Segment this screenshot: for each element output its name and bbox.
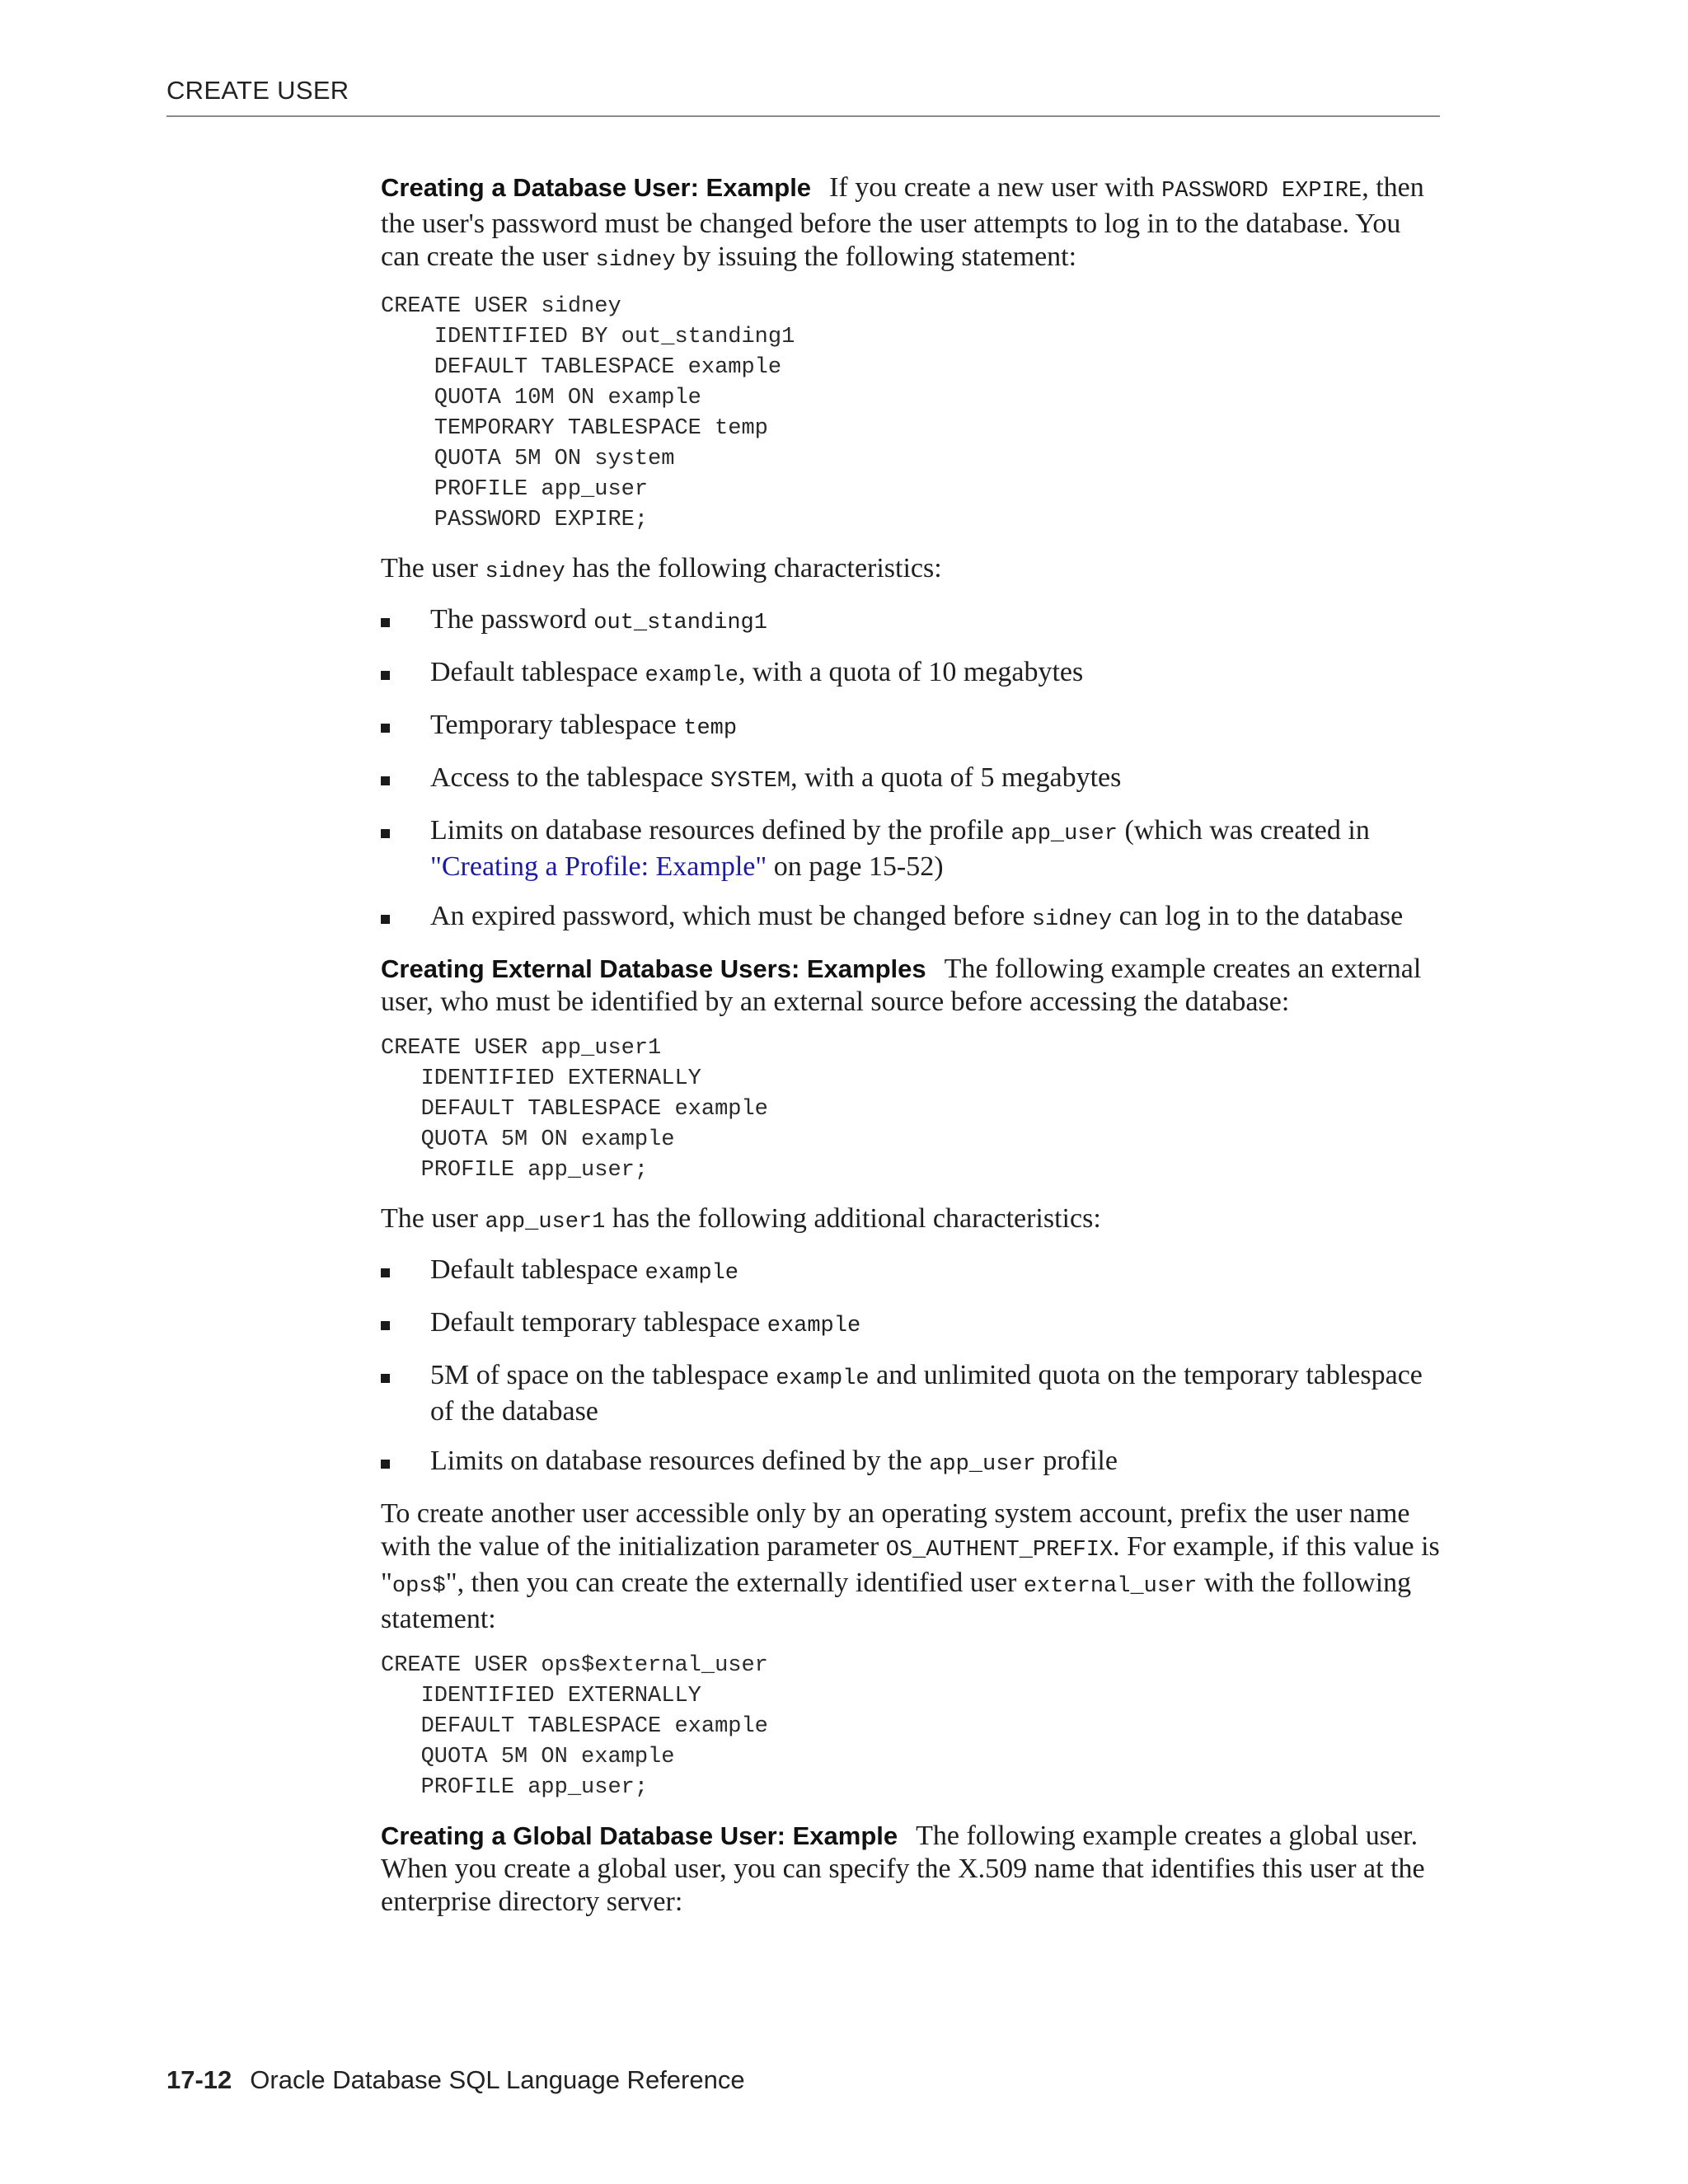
text: profile bbox=[1035, 1446, 1118, 1476]
db-user-intro-paragraph bbox=[381, 171, 1440, 277]
inline-code: SYSTEM bbox=[710, 769, 791, 794]
header-rule bbox=[166, 115, 1440, 117]
inline-code: sidney bbox=[1031, 907, 1113, 932]
text: can log in to the database bbox=[1112, 901, 1404, 931]
inline-code: PASSWORD EXPIRE bbox=[1161, 179, 1362, 204]
text: Default tablespace bbox=[430, 657, 645, 687]
text: and unlimited quota on the temporary tablespace of the database bbox=[430, 1360, 1423, 1427]
ext-users-heading: Creating External Database Users: Examples bbox=[381, 954, 926, 983]
inline-code: example bbox=[767, 1314, 861, 1338]
text: Access to the tablespace bbox=[430, 762, 710, 793]
text: Temporary tablespace bbox=[430, 710, 684, 740]
text: Default temporary tablespace bbox=[430, 1307, 767, 1338]
text: Limits on database resources defined by the bbox=[430, 1446, 930, 1476]
main-content bbox=[381, 171, 1440, 1933]
code-block-create-sidney: CREATE USER sidney IDENTIFIED BY out_standing1 DEFAULT TABLESPACE example QUOTA 10M ON example TEMPORARY TABLESPACE temp QUOTA 5M ON system PROFILE app_user PASSWORD EXPIRE; bbox=[381, 294, 795, 532]
running-header: CREATE USER bbox=[166, 76, 349, 105]
code-block-create-app-user1: CREATE USER app_user1 IDENTIFIED EXTERNALLY DEFAULT TABLESPACE example QUOTA 5M ON example PROFILE app_user; bbox=[381, 1036, 768, 1183]
list-item bbox=[381, 900, 1440, 936]
text: , with a quota of 10 megabytes bbox=[738, 657, 1084, 687]
inline-code: app_user bbox=[929, 1452, 1036, 1477]
inline-code: temp bbox=[683, 716, 738, 741]
text: by issuing the following statement: bbox=[675, 241, 1077, 272]
text: An expired password, which must be changed before bbox=[430, 901, 1032, 931]
list-item bbox=[381, 762, 1440, 798]
inline-code: example bbox=[645, 1261, 738, 1286]
text: Limits on database resources defined by the profile bbox=[430, 815, 1011, 846]
inline-code: example bbox=[645, 663, 738, 688]
text: If you create a new user with bbox=[829, 172, 1162, 203]
text: has the following characteristics: bbox=[565, 553, 942, 583]
list-item bbox=[381, 1359, 1440, 1428]
global-user-heading: Creating a Global Database User: Example bbox=[381, 1821, 898, 1850]
app-user1-characteristics-list bbox=[381, 1254, 1440, 1481]
ext-users-intro-paragraph bbox=[381, 953, 1440, 1019]
creating-profile-example-link[interactable]: "Creating a Profile: Example" bbox=[430, 851, 767, 882]
text: To create another user accessible only by an operating system account, prefix the user name with the value of the initialization parameter bbox=[381, 1498, 1410, 1562]
text: on page 15-52) bbox=[767, 851, 944, 882]
text: with the following statement: bbox=[381, 1568, 1412, 1634]
inline-code: out_standing1 bbox=[593, 611, 767, 635]
list-item bbox=[381, 656, 1440, 692]
page-number: 17-12 bbox=[166, 2065, 232, 2094]
text: , with a quota of 5 megabytes bbox=[790, 762, 1122, 793]
db-user-heading: Creating a Database User: Example bbox=[381, 173, 812, 202]
text: The following example creates a global user. When you create a global user, you can specify the X.509 name that identifies this user at the enterprise directory server: bbox=[381, 1821, 1425, 1917]
text: ", then you can create the externally identified user bbox=[445, 1568, 1024, 1598]
text: The user bbox=[381, 1203, 485, 1234]
inline-code: ops$ bbox=[392, 1574, 446, 1599]
text: . For example, if this value is " bbox=[381, 1531, 1440, 1598]
code-block-create-external-user: CREATE USER ops$external_user IDENTIFIED EXTERNALLY DEFAULT TABLESPACE example QUOTA 5M ON example PROFILE app_user; bbox=[381, 1653, 768, 1800]
text: (which was created in bbox=[1117, 815, 1370, 846]
inline-code: example bbox=[776, 1366, 870, 1391]
list-item bbox=[381, 814, 1440, 883]
text: Default tablespace bbox=[430, 1254, 645, 1285]
inline-code: sidney bbox=[485, 560, 565, 584]
list-item bbox=[381, 1306, 1440, 1343]
list-item bbox=[381, 709, 1440, 745]
sidney-characteristics-intro bbox=[381, 552, 1440, 588]
inline-code: app_user bbox=[1010, 822, 1118, 846]
text: The user bbox=[381, 553, 485, 583]
page-footer bbox=[166, 2065, 745, 2095]
inline-code: sidney bbox=[595, 248, 676, 273]
inline-code: external_user bbox=[1023, 1574, 1198, 1599]
text: has the following additional characteristics: bbox=[605, 1203, 1101, 1234]
app-user1-characteristics-intro bbox=[381, 1202, 1440, 1239]
inline-code: OS_AUTHENT_PREFIX bbox=[885, 1538, 1114, 1563]
text: The password bbox=[430, 604, 594, 635]
list-item bbox=[381, 1254, 1440, 1290]
global-user-intro-paragraph bbox=[381, 1820, 1440, 1919]
list-item bbox=[381, 1445, 1440, 1481]
book-title: Oracle Database SQL Language Reference bbox=[250, 2065, 745, 2094]
text: 5M of space on the tablespace bbox=[430, 1360, 776, 1390]
text: The following example creates an external user, who must be identified by an external source before accessing the database: bbox=[381, 954, 1422, 1017]
os-authent-paragraph bbox=[381, 1497, 1440, 1636]
text: , then the user's password must be changed before the user attempts to log in to the database. You can create the user bbox=[381, 172, 1424, 272]
list-item bbox=[381, 603, 1440, 640]
inline-code: app_user1 bbox=[485, 1210, 606, 1235]
sidney-characteristics-list bbox=[381, 603, 1440, 936]
